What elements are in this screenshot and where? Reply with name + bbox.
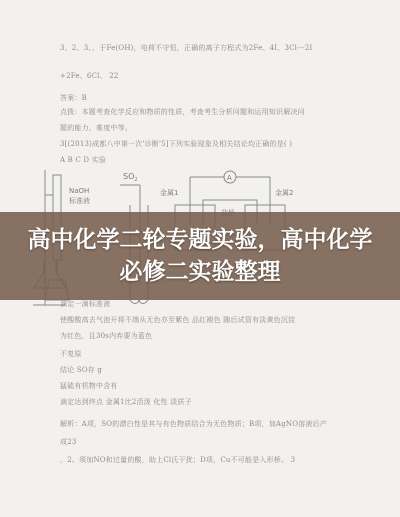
text-line: A B C D 实验 xyxy=(60,156,107,164)
text-line: 3、2、3、，于Fe(OH)，电荷不守恒，正确的离子方程式为2Fe、4I、3Cl---2I xyxy=(60,44,313,52)
text-line: 猛硫有机物中含有 xyxy=(60,382,118,390)
metal-1-label: 金属1 xyxy=(160,189,179,197)
ammeter-label: A xyxy=(227,174,232,182)
metal-2-label: 金属2 xyxy=(275,189,294,197)
text-line: 3[(2013)成都八中第一次'诊断'5]下列实验现象及相关结论均正确的是( ) xyxy=(60,140,293,148)
title-banner xyxy=(0,212,400,300)
so2-subscript: 2 xyxy=(134,177,138,183)
text-line: 使酸酸高去气泡开将不端从无色亦至紫色 品红褪色 随后试管有淡黄色沉淀 xyxy=(60,316,296,324)
text-line: 不复原 xyxy=(60,350,82,358)
text-line: 点拨：本题考查化学反应和物质的性质，考查考生分析问题和运用知识解决问 xyxy=(60,108,305,116)
text-line: 成23 xyxy=(60,438,77,446)
text-line: 滴定一滴标准液 xyxy=(60,300,111,308)
banner-title: 高中化学二轮专题实验，高中化学必修二实验整理 xyxy=(27,227,373,285)
so2-text: SO xyxy=(123,172,135,181)
text-line: 滴定达到终点 金属1比2活泼 化性 淡质子 xyxy=(60,398,192,406)
so2-label xyxy=(123,172,138,183)
text-line: ，2。须加NO和过量的酸，助上Cl氏干扰；D项，Cu不可能是入形桥。 3 xyxy=(60,456,296,464)
standard-solution-label: 标准液 xyxy=(69,197,90,205)
text-line: 答案：B xyxy=(60,94,87,102)
naoh-label: NaOH xyxy=(69,187,90,195)
text-line: 解析：A项，SO的漂白性是其与有色物质结合为无色物质；B项，加AgNO溶液后产 xyxy=(60,420,327,428)
text-line: 为红色，且30s内弃要为蓝色 xyxy=(60,332,153,340)
text-line: +2Fe、6Cl、 22 xyxy=(60,72,119,80)
text-line: 题的能力，难度中等。 xyxy=(60,124,132,132)
text-line: 结论 SO存 g xyxy=(60,366,103,374)
